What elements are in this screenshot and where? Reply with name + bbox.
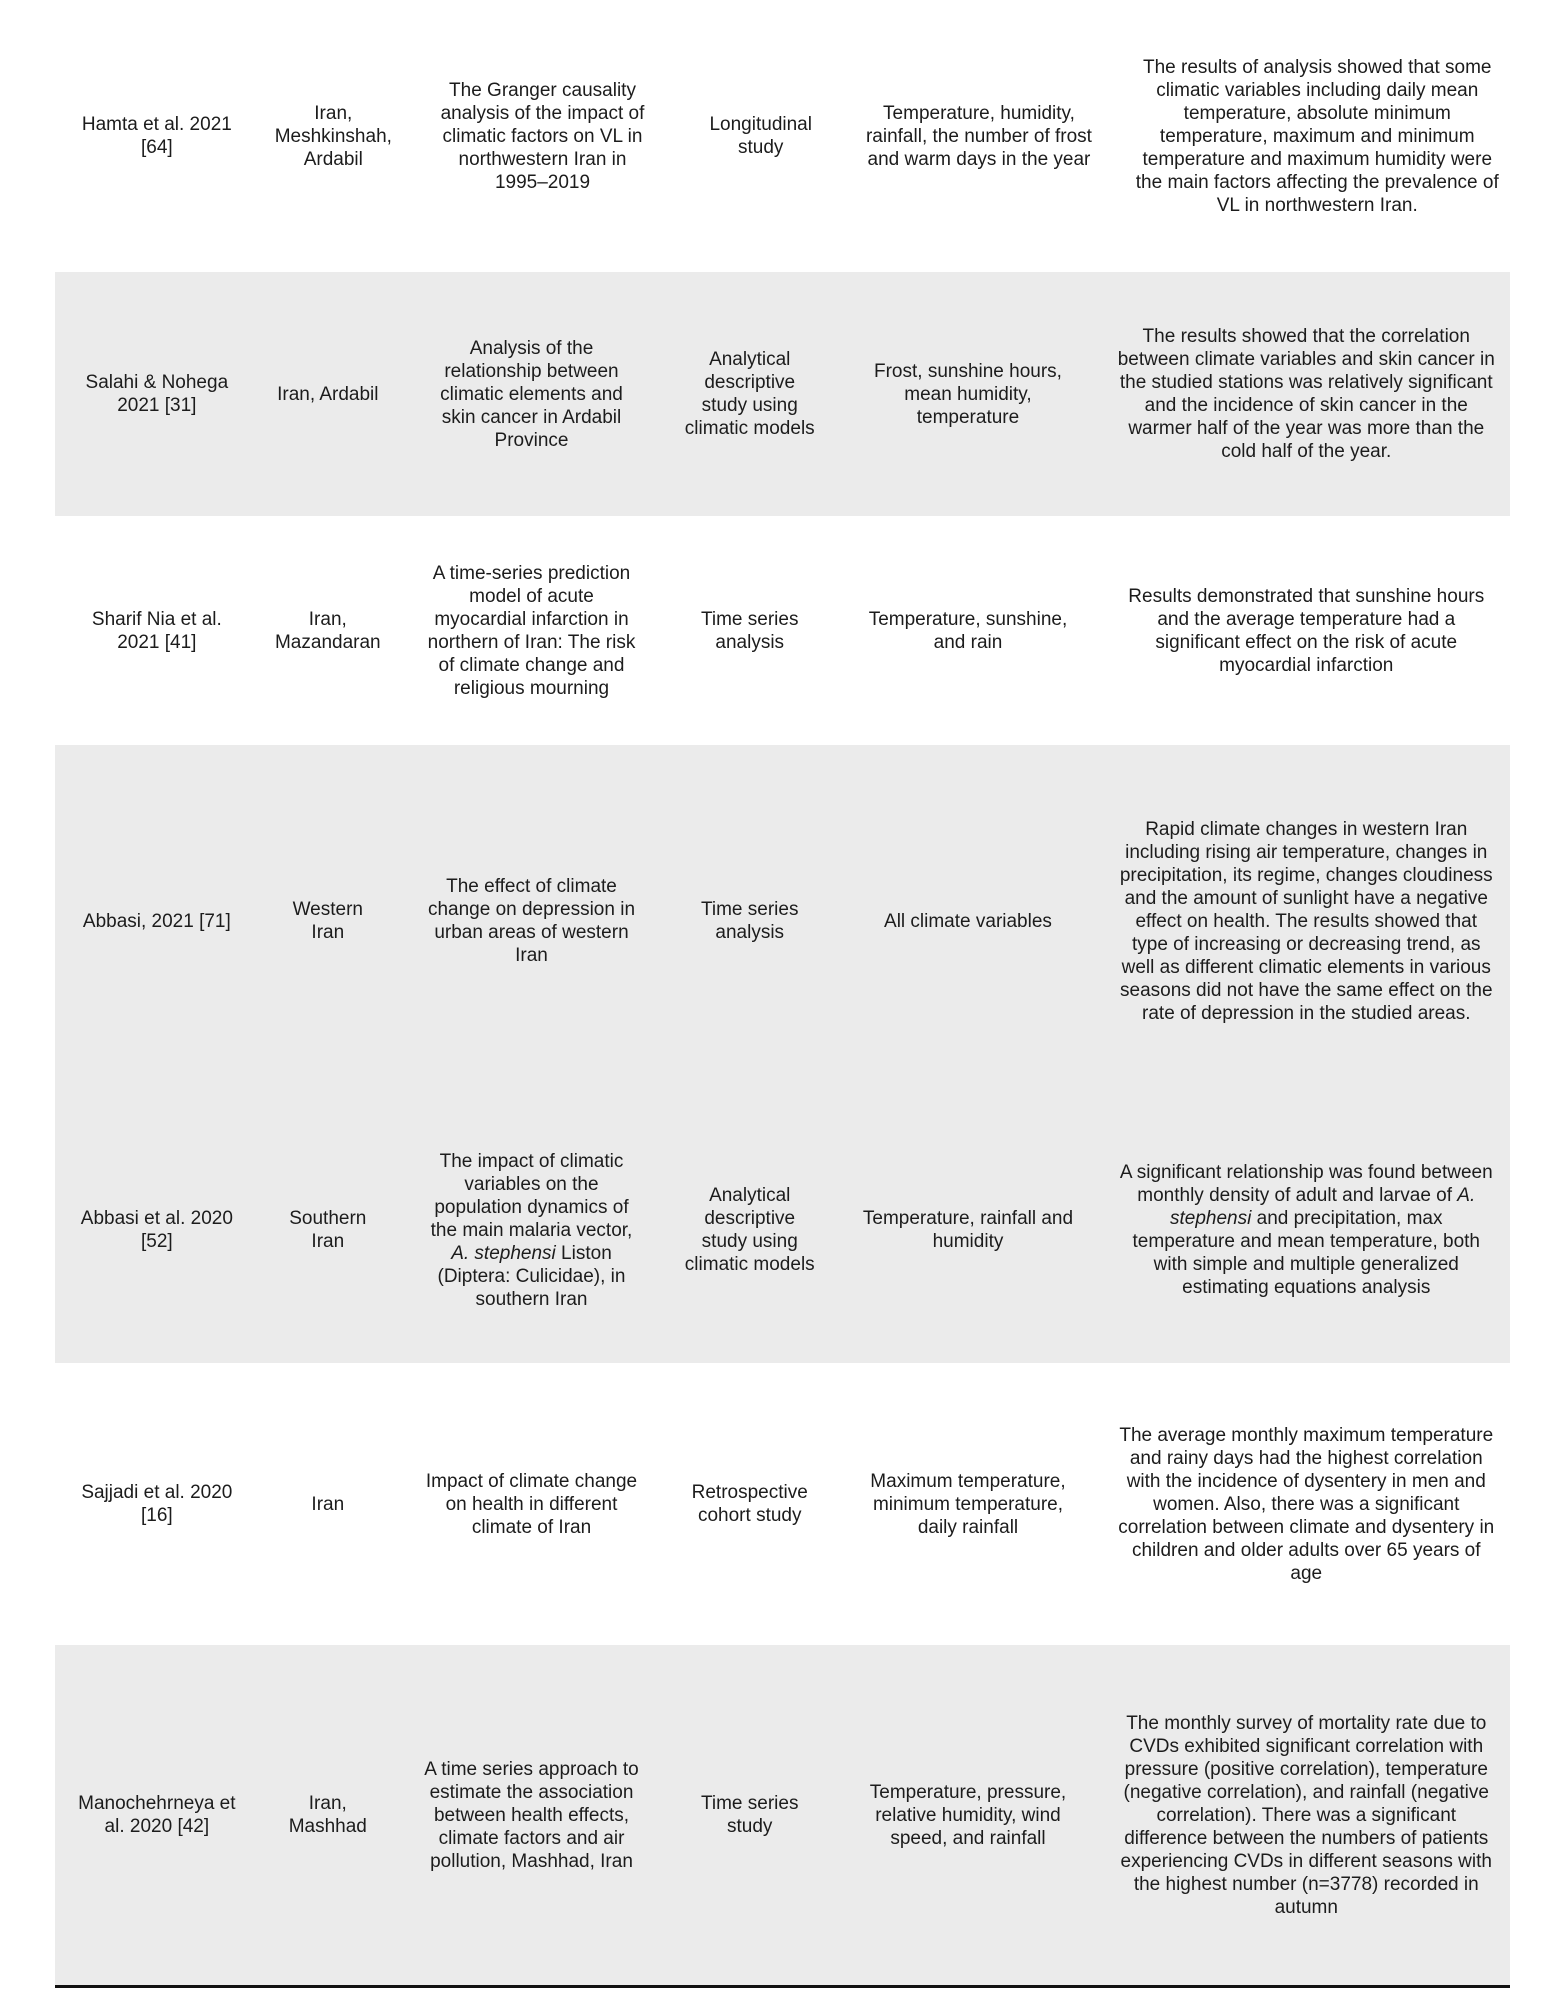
cell-climate-variables-text: All climate variables [884,910,1052,932]
cell-study-location-text: Iran, Mazandaran [274,608,381,653]
cell-key-findings [1103,272,1510,516]
cell-author-citation [55,0,259,272]
cell-key-findings-text [1117,1712,1496,1919]
cell-key-findings-text [1128,56,1507,217]
cell-author-citation [55,272,259,516]
cell-study-design-text: Time series study [700,1793,799,1837]
cell-climate-variables [844,0,1113,272]
table-row [55,516,1510,745]
cell-study-title-text [421,1470,642,1539]
cell-key-findings-text [1117,1161,1496,1299]
text-run: Rapid climate changes in western Iran including rising air temperature, changes in precipitation, its regime, changes cloudiness and the amount of sunlight have a negative effect on health. The results showed that type of increasing or decreasing trend, as well as different climatic elements in various seasons did not have the same effect on the rate of depression in the studied areas. [1119,818,1493,1024]
cell-study-location [259,745,397,1097]
cell-study-design [666,516,833,745]
cell-study-design-text: Analytical descriptive study using climatic models [684,1185,815,1275]
cell-study-location-text: Iran, Mashhad [288,1793,367,1837]
text-run: Impact of climate change on health in different climate of Iran [425,1470,638,1538]
text-run: A time series approach to estimate the association between health effects, climate factors and air pollution, Mashhad, Iran [424,1758,639,1872]
cell-study-location [259,1645,397,1985]
cell-author-citation-text: Abbasi, 2021 [71] [82,910,231,932]
table-row [55,0,1510,272]
cell-climate-variables-text: Temperature, pressure, relative humidity, wind speed, and rainfall [869,1781,1067,1849]
cell-study-title [408,0,677,272]
cell-climate-variables [833,745,1102,1097]
table-row [55,1363,1510,1645]
cell-climate-variables-text: Temperature, humidity, rainfall, the number of frost and warm days in the year [865,102,1092,170]
cell-key-findings-text [1117,325,1496,463]
table-row [55,745,1510,1097]
cell-climate-variables [833,516,1102,745]
cell-key-findings [1103,1645,1510,1985]
cell-study-location [259,0,408,272]
text-run: The monthly survey of mortality rate due to CVDs exhibited significant correlation with pressure (positive correlation), temperature (negative correlation), and rainfall (negative correlation). There was a significant difference between the numbers of patients experiencing CVDs in different seasons with the highest number (n=3778) recorded in autumn [1120,1712,1492,1918]
text-run: Analysis of the relationship between climatic elements and skin cancer in Ardabil Province [440,337,623,451]
cell-study-location-text: Southern Iran [289,1208,367,1252]
cell-author-citation-text: Sharif Nia et al. 2021 [41] [91,608,222,653]
cell-climate-variables-text: Frost, sunshine hours, mean humidity, temperature [873,360,1062,428]
cell-climate-variables [833,1097,1102,1363]
cell-study-title-text [421,337,642,452]
cell-study-design-text: Time series analysis [700,899,799,943]
cell-key-findings [1103,516,1510,745]
cell-author-citation-text: Abbasi et al. 2020 [52] [80,1208,233,1252]
cell-key-findings-text [1117,585,1496,677]
cell-author-citation [55,1645,259,1985]
cell-study-title-text [421,1150,642,1311]
italic-species-name: A. stephensi [1170,1185,1476,1229]
cell-study-title-text [421,562,642,700]
cell-author-citation-text: Salahi & Nohega 2021 [31] [85,372,229,416]
studies-table [55,0,1510,1988]
cell-climate-variables [833,1645,1102,1985]
cell-study-title-text [421,875,642,967]
cell-study-design [666,1645,833,1985]
text-run: The Granger causality analysis of the impact of climatic factors on VL in northwestern Iran in 1995–2019 [440,79,645,193]
cell-key-findings-text [1117,1424,1496,1585]
cell-study-location [259,272,397,516]
cell-key-findings [1114,0,1521,272]
table-row [55,272,1510,516]
text-run: A significant relationship was found between monthly density of adult and larvae of [1119,1162,1493,1206]
cell-author-citation [55,516,259,745]
cell-key-findings-text [1117,818,1496,1025]
table-row [55,1097,1510,1363]
cell-author-citation-text: Hamta et al. 2021 [64] [81,114,232,158]
cell-climate-variables-text: Maximum temperature, minimum temperature, daily rainfall [870,1470,1066,1538]
cell-study-design-text: Longitudinal study [709,114,812,158]
cell-climate-variables [833,272,1102,516]
cell-study-title [397,272,666,516]
cell-study-location [259,516,397,745]
text-run: The average monthly maximum temperature and rainy days had the highest correlation with the incidence of dysentery in men and women. Also, there was a significant correlation between climate and dysentery in children and older adults over 65 years of age [1118,1424,1495,1584]
cell-study-title [397,745,666,1097]
cell-author-citation-text: Sajjadi et al. 2020 [16] [81,1482,233,1526]
cell-climate-variables-text: Temperature, sunshine, and rain [868,608,1068,653]
cell-study-title [397,516,666,745]
cell-author-citation-text: Manochehrneya et al. 2020 [42] [78,1793,236,1837]
table-row [55,1645,1510,1985]
text-run: The effect of climate change on depression in urban areas of western Iran [427,876,636,966]
cell-study-title [397,1645,666,1985]
text-run: The results of analysis showed that some climatic variables including daily mean temperature, absolute minimum temperature, maximum and minimum temperature and maximum humidity were the main factors affecting the prevalence of VL in northwestern Iran. [1135,56,1499,216]
cell-key-findings [1103,1363,1510,1645]
text-run: Liston (Diptera: Culicidae), in southern Iran [437,1242,626,1310]
cell-study-design-text: Time series analysis [700,608,799,653]
cell-key-findings [1103,1097,1510,1363]
cell-study-design-text: Retrospective cohort study [691,1482,808,1526]
cell-study-title [397,1363,666,1645]
cell-study-design [666,1363,833,1645]
cell-study-design [677,0,844,272]
cell-study-title-text [421,1758,642,1873]
cell-study-design [666,1097,833,1363]
cell-author-citation [55,1097,259,1363]
cell-study-design-text: Analytical descriptive study using climatic models [684,349,815,439]
cell-author-citation [55,745,259,1097]
cell-study-location [259,1363,397,1645]
cell-climate-variables [833,1363,1102,1645]
text-run: Results demonstrated that sunshine hours and the average temperature had a significant effect on the risk of acute myocardial infarction [1128,585,1485,676]
cell-study-location [259,1097,397,1363]
cell-study-location-text: Western Iran [292,899,363,943]
text-run: The impact of climatic variables on the population dynamics of the main malaria vector, [430,1150,633,1241]
cell-author-citation [55,1363,259,1645]
text-run: and precipitation, max temperature and mean temperature, both with simple and multiple generalized estimating equations analysis [1132,1208,1480,1298]
cell-study-design [666,745,833,1097]
text-run: The results showed that the correlation between climate variables and skin cancer in the studied stations was relatively significant and the incidence of skin cancer in the warmer half of the year was more than the cold half of the year. [1117,326,1495,462]
cell-study-title-text [432,79,653,194]
cell-study-title [397,1097,666,1363]
cell-study-location-text: Iran [311,1493,345,1515]
cell-study-location-text: Iran, Meshkinshah, Ardabil [274,102,392,170]
cell-study-location-text: Iran, Ardabil [277,383,379,405]
cell-key-findings [1103,745,1510,1097]
italic-species-name: A. stephensi [451,1242,556,1264]
cell-study-design [666,272,833,516]
cell-climate-variables-text: Temperature, rainfall and humidity [862,1208,1074,1252]
text-run: A time-series prediction model of acute myocardial infarction in northern of Iran: The risk of climate change and religious mourning [427,562,636,699]
